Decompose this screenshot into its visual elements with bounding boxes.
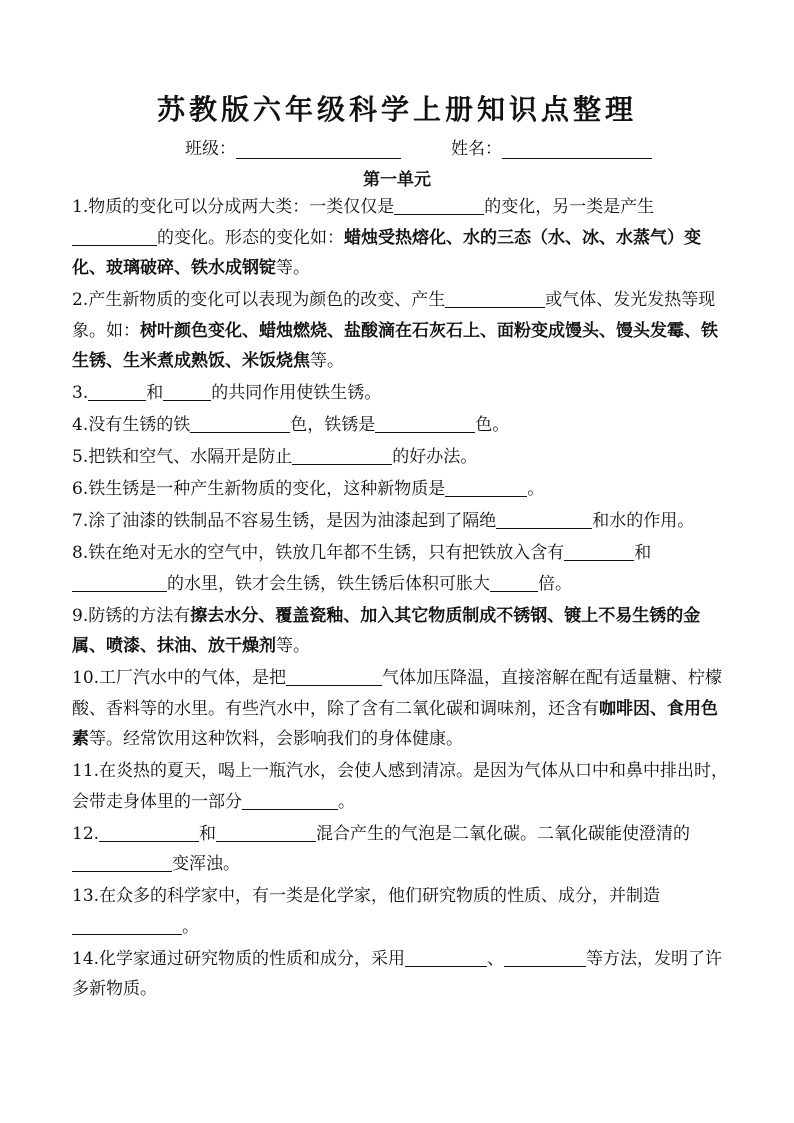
fill-blank[interactable] <box>445 478 527 497</box>
fill-blank[interactable] <box>375 414 475 433</box>
fill-blank[interactable] <box>72 227 157 246</box>
page-title: 苏教版六年级科学上册知识点整理 <box>156 93 637 126</box>
list-item: 1.物质的变化可以分成两大类：一类仅仅是 的变化，另一类是产生的变化。形态的变化如：蜡烛受热熔化、水的三态（水、冰、水蒸气）变化、玻璃破碎、铁水成钢锭等。 <box>72 197 701 278</box>
list-item: 6.铁生锈是一种产生新物质的变化，这种新物质是 。 <box>72 479 545 499</box>
list-item: 9.防锈的方法有擦去水分、覆盖瓷釉、加入其它物质制成不锈钢、镀上不易生锈的金属、喷漆、抹油、放干燥剂等。 <box>72 605 701 656</box>
fill-blank[interactable] <box>445 289 545 308</box>
fill-blank[interactable] <box>99 823 199 842</box>
fill-blank[interactable] <box>286 667 382 686</box>
list-item: 4.没有生锈的铁 色，铁锈是 色。 <box>72 415 510 435</box>
list-item: 7.涂了油漆的铁制品不容易生锈，是因为油漆起到了隔绝 和水的作用。 <box>72 511 695 531</box>
list-item: 5.把铁和空气、水隔开是防止 的好办法。 <box>72 447 478 467</box>
knowledge-list <box>72 192 732 1006</box>
student-info-row <box>185 134 652 159</box>
fill-blank[interactable] <box>72 916 182 935</box>
fill-blank[interactable] <box>292 446 392 465</box>
list-item: 2.产生新物质的变化可以表现为颜色的改变、产生 或气体、发光发热等现象。如：树叶颜色变化、蜡烛燃烧、盐酸滴在石灰石上、面粉变成馒头、馒头发霉、铁生锈、生米煮成熟饭、米饭烧焦等。 <box>72 290 718 371</box>
class-label: 班级： <box>185 139 236 159</box>
name-label: 姓名： <box>451 139 502 159</box>
unit-heading: 第一单元 <box>363 170 431 190</box>
fill-blank[interactable] <box>394 196 484 215</box>
fill-blank[interactable] <box>72 573 167 592</box>
fill-blank[interactable] <box>72 853 172 872</box>
fill-blank[interactable] <box>496 510 592 529</box>
list-item: 12. 和 混合产生的气泡是二氧化碳。二氧化碳能使澄清的变浑浊。 <box>72 823 691 874</box>
list-item: 13.在众多的科学家中，有一类是化学家，他们研究物质的性质、成分，并制造。 <box>72 886 661 937</box>
list-item: 3. 和 的共同作用使铁生锈。 <box>72 383 382 403</box>
fill-blank[interactable] <box>242 791 338 810</box>
fill-blank[interactable] <box>190 414 290 433</box>
list-item: 10.工厂汽水中的气体，是把 气体加压降温，直接溶解在配有适量糖、柠檬酸、香料等的水里。有些汽水中，除了含有二氧化碳和调味剂，还含有咖啡因、食用色素等。经常饮用这种饮料，会影响我们的身体健康。 <box>72 668 723 749</box>
fill-blank[interactable] <box>490 573 538 592</box>
list-item: 11.在炎热的夏天，喝上一瓶汽水，会使人感到清凉。是因为气体从口中和鼻中排出时，会带走身体里的一部分 。 <box>72 761 729 812</box>
fill-blank[interactable] <box>216 823 316 842</box>
list-item: 14.化学家通过研究物质的性质和成分，采用 、 等方法，发明了许多新物质。 <box>72 948 723 999</box>
list-item: 8.铁在绝对无水的空气中，铁放几年都不生锈，只有把铁放入含有 和的水里，铁才会生锈，铁生锈后体积可胀大 倍。 <box>72 543 652 594</box>
class-blank[interactable] <box>236 140 401 159</box>
fill-blank[interactable] <box>564 542 634 561</box>
fill-blank[interactable] <box>405 948 487 967</box>
name-blank[interactable] <box>502 140 652 159</box>
fill-blank[interactable] <box>504 948 586 967</box>
fill-blank[interactable] <box>88 382 146 401</box>
fill-blank[interactable] <box>163 382 211 401</box>
